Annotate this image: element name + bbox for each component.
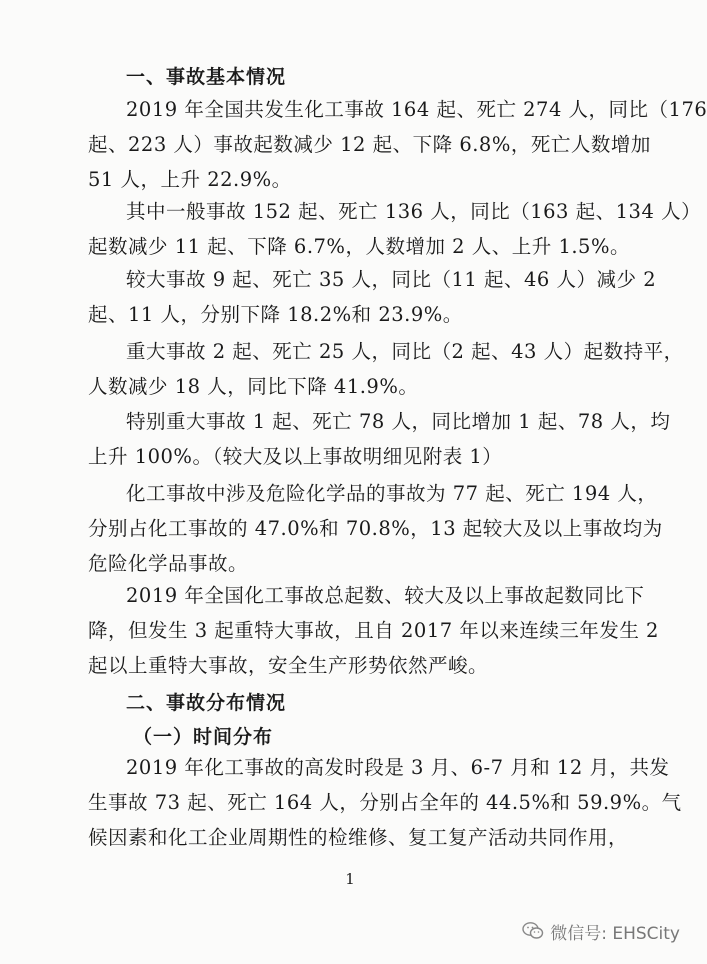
text-line: 重大事故 2 起、死亡 25 人，同比（2 起、43 人）起数持平， [126,340,684,363]
text-line: 2019 年全国共发生化工事故 164 起、死亡 274 人，同比（176 [126,98,707,121]
section-heading-2: 二、事故分布情况 [126,692,287,714]
text-line: 起数减少 11 起、下降 6.7%，人数增加 2 人、上升 1.5%。 [88,235,630,258]
text-line: 危险化学品事故。 [88,552,249,575]
watermark [522,918,680,944]
text-line: 上升 100%。（较大及以上事故明细见附表 1） [88,445,503,468]
text-line: 分别占化工事故的 47.0%和 70.8%，13 起较大及以上事故均为 [88,517,663,540]
text-line: 特别重大事故 1 起、死亡 78 人，同比增加 1 起、78 人，均 [126,410,671,433]
text-line: 降，但发生 3 起重特大事故，且自 2017 年以来连续三年发生 2 [88,619,659,642]
text-line: 较大事故 9 起、死亡 35 人，同比（11 起、46 人）减少 2 [126,268,657,291]
section-heading-1: 一、事故基本情况 [126,66,287,88]
text-line: 起、223 人）事故起数减少 12 起、下降 6.8%，死亡人数增加 [88,133,651,156]
text-line: 2019 年化工事故的高发时段是 3 月、6-7 月和 12 月，共发 [126,756,670,779]
text-line: 候因素和化工企业周期性的检维修、复工复产活动共同作用， [88,826,629,849]
paragraph-8 [88,750,682,855]
paragraph-2 [88,194,702,264]
page-number: 1 [345,870,355,888]
paragraph-7 [88,578,659,683]
paragraph-4 [88,334,684,404]
paragraph-3 [88,262,657,332]
text-line: 人数减少 18 人，同比下降 41.9%。 [88,375,419,398]
paragraph-5 [88,404,671,474]
wechat-icon [522,921,544,941]
paragraph-6 [88,476,663,581]
text-line: 化工事故中涉及危险化学品的事故为 77 起、死亡 194 人， [126,482,658,505]
text-line: 51 人，上升 22.9%。 [88,168,292,191]
text-line: 2019 年全国化工事故总起数、较大及以上事故起数同比下 [126,584,645,607]
text-line: 起以上重特大事故，安全生产形势依然严峻。 [88,654,489,677]
watermark-text: 微信号: EHSCity [550,923,680,944]
text-line: 起、11 人，分别下降 18.2%和 23.9%。 [88,303,463,326]
paragraph-1 [88,92,707,197]
subsection-heading: （一）时间分布 [133,726,274,748]
text-line: 其中一般事故 152 起、死亡 136 人，同比（163 起、134 人） [126,200,702,223]
text-line: 生事故 73 起、死亡 164 人，分别占全年的 44.5%和 59.9%。气 [88,791,682,814]
